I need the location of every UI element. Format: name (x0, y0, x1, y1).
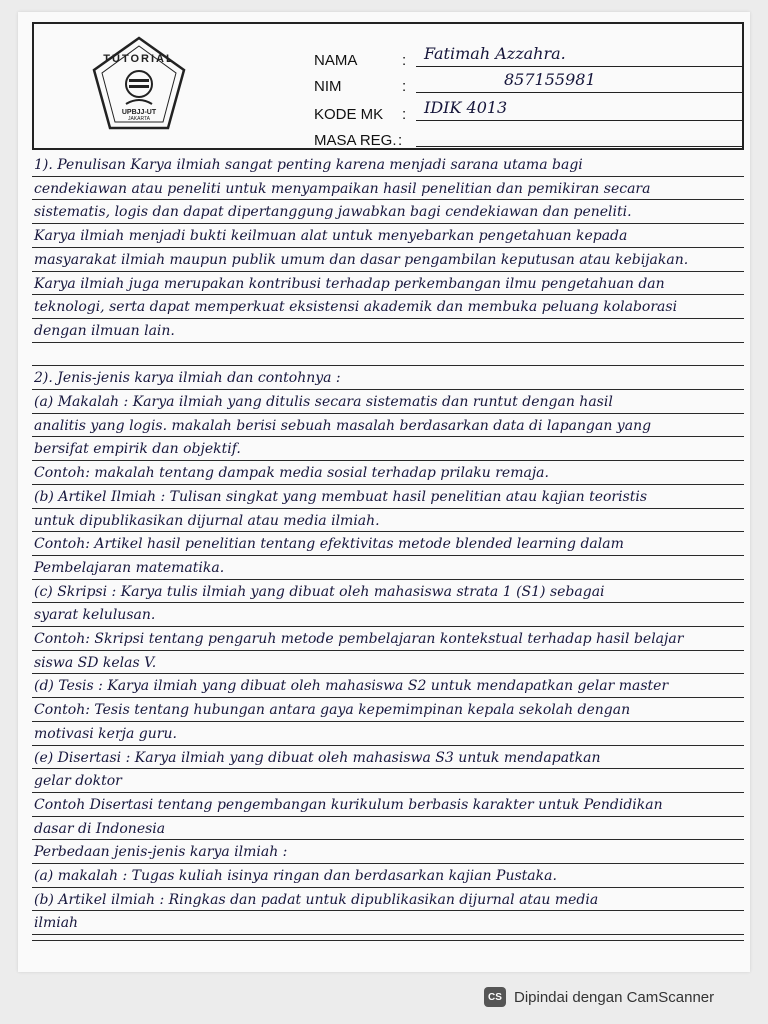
field-value-nim: 857155981 (504, 70, 596, 89)
ruled-line (32, 626, 744, 627)
handwritten-line: Contoh: makalah tentang dampak media sosial terhadap prilaku remaja. (34, 465, 549, 482)
handwritten-line: (b) Artikel ilmiah : Ringkas dan padat untuk dipublikasikan dijurnal atau media (34, 891, 599, 908)
ruled-line (32, 508, 744, 509)
handwritten-line: analitis yang logis. makalah berisi sebuah masalah berdasarkan data di lapangan yang (34, 417, 652, 434)
field-label-masa-reg: MASA REG. (314, 132, 397, 149)
ruled-line (32, 365, 744, 366)
logo-bottom-text: UPBJJ-UT (121, 109, 157, 116)
ruled-line (32, 389, 744, 390)
field-underline (416, 120, 742, 121)
handwritten-line: dengan ilmuan lain. (34, 322, 175, 339)
ruled-line (32, 294, 744, 295)
ruled-line (32, 247, 744, 248)
handwritten-line: (a) Makalah : Karya ilmiah yang ditulis secara sistematis dan runtut dengan hasil (34, 394, 613, 410)
field-label-kode-mk: KODE MK (314, 106, 384, 123)
ruled-line (32, 176, 744, 177)
handwritten-line: Pembelajaran matematika. (34, 559, 225, 576)
handwritten-line: (c) Skripsi : Karya tulis ilmiah yang dibuat oleh mahasiswa strata 1 (S1) sebagai (34, 583, 605, 600)
field-label-nim: NIM (314, 78, 342, 95)
handwritten-line: untuk dipublikasikan dijurnal atau media ilmiah. (34, 512, 380, 529)
handwritten-line: cendekiawan atau peneliti untuk menyampaikan hasil penelitian dan pemikiran secara (34, 180, 651, 197)
field-label-nama: NAMA (314, 52, 358, 69)
handwritten-line: dasar di Indonesia (34, 820, 166, 837)
ruled-line (32, 460, 744, 461)
handwritten-line: 1). Penulisan Karya ilmiah sangat penting karena menjadi sarana utama bagi (34, 157, 583, 173)
handwritten-line: (b) Artikel Ilmiah : Tulisan singkat yang membuat hasil penelitian atau kajian teoristis (34, 488, 648, 505)
ruled-line (32, 839, 744, 840)
handwritten-line: Contoh: Skripsi tentang pengaruh metode pembelajaran kontekstual terhadap hasil belajar (34, 631, 684, 647)
tutorial-upbjj-ut-logo (84, 32, 194, 142)
ruled-line (32, 342, 744, 343)
handwritten-line: (d) Tesis : Karya ilmiah yang dibuat oleh mahasiswa S2 untuk mendapatkan gelar master (34, 678, 669, 695)
ruled-line (32, 910, 744, 911)
ruled-line (32, 436, 744, 437)
handwritten-line: ilmiah (34, 915, 79, 932)
identity-header-box (32, 22, 744, 150)
scanned-page (18, 12, 750, 972)
field-value-kode-mk: IDIK 4013 (424, 98, 508, 117)
field-colon: : (402, 78, 407, 95)
ruled-line (32, 602, 744, 603)
ruled-line (32, 555, 744, 556)
handwritten-line: motivasi kerja guru. (34, 725, 177, 742)
ruled-line (32, 318, 744, 319)
ruled-line (32, 199, 744, 200)
field-colon: : (402, 106, 407, 123)
handwritten-line: gelar doktor (34, 773, 122, 790)
handwritten-line: bersifat empirik dan objektif. (34, 441, 241, 458)
field-underline (416, 146, 742, 147)
ruled-line (32, 887, 744, 888)
handwritten-line: Perbedaan jenis-jenis karya ilmiah : (34, 844, 288, 861)
ruled-line (32, 745, 744, 746)
ruled-line (32, 413, 744, 414)
logo-city-text: JAKARTA (127, 116, 151, 122)
handwritten-line: Karya ilmiah juga merupakan kontribusi terhadap perkembangan ilmu pengetahuan dan (34, 275, 665, 292)
handwritten-line: Contoh Disertasi tentang pengembangan kurikulum berbasis karakter untuk Pendidikan (34, 796, 663, 813)
field-underline (416, 66, 742, 67)
ruled-line (32, 792, 744, 793)
handwritten-line: teknologi, serta dapat memperkuat eksistensi akademik dan membuka peluang kolaborasi (34, 299, 678, 316)
handwritten-line: Contoh: Tesis tentang hubungan antara gaya kepemimpinan kepala sekolah dengan (34, 702, 631, 719)
logo-ring-text: TUTORIAL (103, 53, 175, 65)
handwritten-line: sistematis, logis dan dapat dipertanggung jawabkan bagi cendekiawan dan peneliti. (34, 204, 632, 221)
field-colon: : (402, 52, 407, 69)
handwritten-line: Karya ilmiah menjadi bukti keilmuan alat untuk menyebarkan pengetahuan kepada (34, 228, 628, 245)
ruled-line (32, 940, 744, 941)
ruled-line (32, 768, 744, 769)
ruled-line (32, 579, 744, 580)
handwritten-line: siswa SD kelas V. (34, 654, 157, 671)
handwritten-line: (a) makalah : Tugas kuliah isinya ringan dan berdasarkan kajian Pustaka. (34, 868, 557, 884)
ruled-line (32, 531, 744, 532)
camscanner-icon: CS (484, 987, 506, 1007)
field-value-nama: Fatimah Azzahra. (424, 44, 566, 63)
ruled-line (32, 650, 744, 651)
ruled-line (32, 223, 744, 224)
handwritten-line: masyarakat ilmiah maupun publik umum dan dasar pengambilan keputusan atau kebijakan. (34, 251, 689, 268)
field-colon: : (398, 132, 403, 149)
handwritten-line: 2). Jenis-jenis karya ilmiah dan contohnya : (34, 370, 341, 387)
handwritten-line: Contoh: Artikel hasil penelitian tentang efektivitas metode blended learning dalam (34, 536, 624, 553)
ruled-line (32, 484, 744, 485)
handwritten-line: syarat kelulusan. (34, 607, 156, 624)
ruled-line (32, 673, 744, 674)
ruled-line (32, 697, 744, 698)
ruled-line (32, 863, 744, 864)
field-underline (416, 92, 742, 93)
ruled-line (32, 934, 744, 935)
handwritten-line: (e) Disertasi : Karya ilmiah yang dibuat oleh mahasiswa S3 untuk mendapatkan (34, 749, 601, 766)
ruled-line (32, 721, 744, 722)
camscanner-watermark (484, 983, 754, 1011)
ruled-line (32, 816, 744, 817)
camscanner-text: Dipindai dengan CamScanner (514, 988, 715, 1006)
ruled-line (32, 271, 744, 272)
